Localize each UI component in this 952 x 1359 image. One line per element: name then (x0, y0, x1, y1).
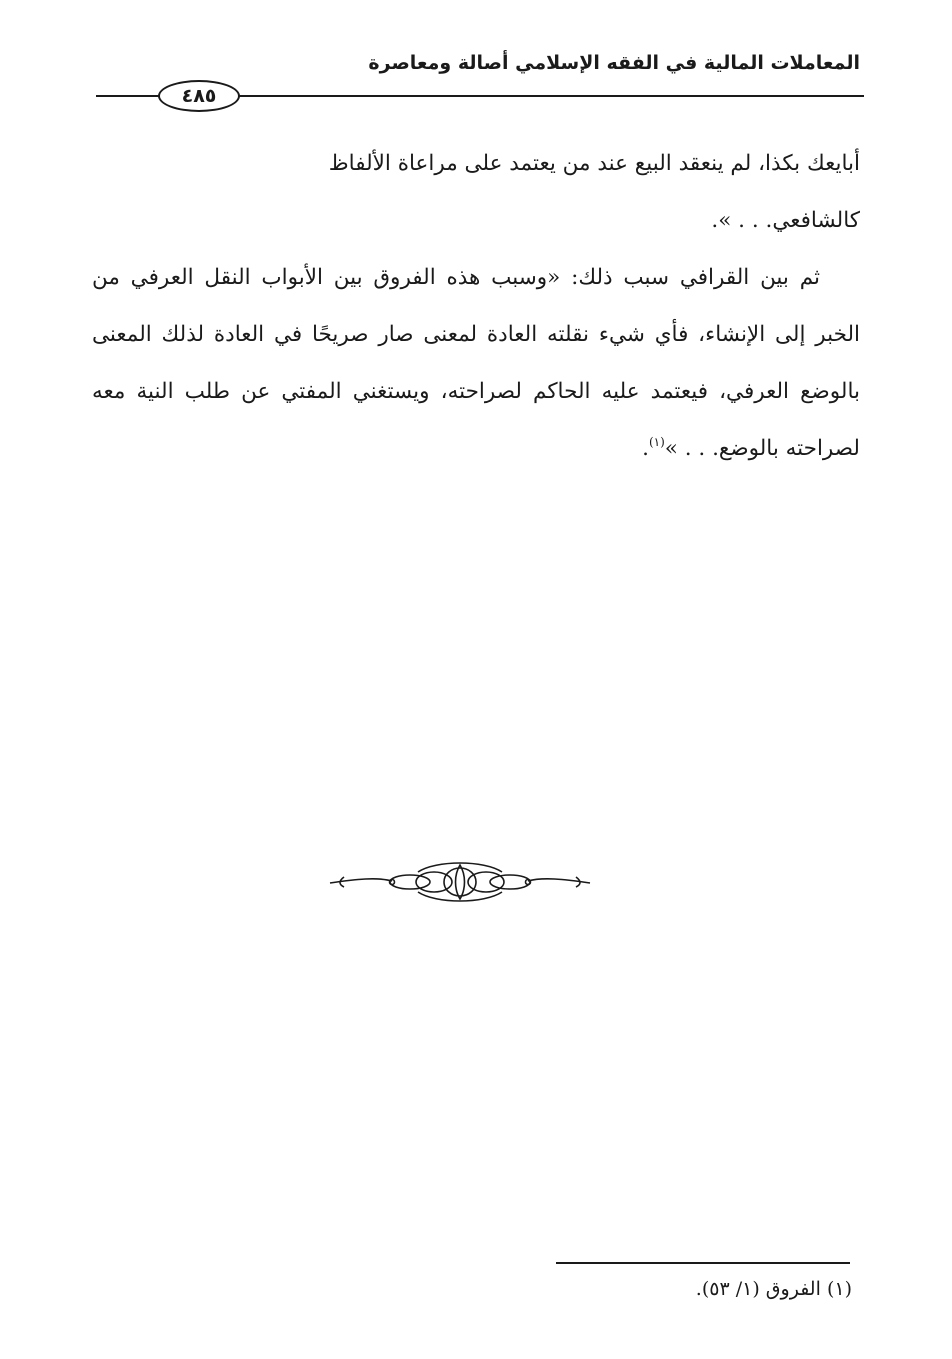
main-text (92, 135, 860, 477)
footnote-rule (556, 1262, 850, 1264)
footnote-marker: (١) (826, 1278, 852, 1300)
paragraph-1-line-2: كالشافعي. . . ». (711, 208, 860, 233)
running-title: المعاملات المالية في الفقه الإسلامي أصالة ومعاصرة (368, 52, 860, 74)
footnote-text: الفروق (١/ ٥٣). (695, 1278, 821, 1300)
decorative-divider-icon (326, 857, 594, 907)
footnote-1 (352, 1278, 852, 1300)
paragraph-2-end: . (642, 436, 649, 461)
paragraph-1-line-1: أبايعك بكذا، لم ينعقد البيع عند من يعتمد على مراعاة الألفاظ (328, 151, 860, 176)
paragraph-2 (92, 249, 860, 477)
paragraph-2-text: ثم بين القرافي سبب ذلك: «وسبب هذه الفروق بين الأبواب النقل العرفي من الخبر إلى الإنشاء، فأي شيء نقلته العادة لمعنى صار صريحًا في العادة لذلك المعنى بالوضع العرفي، فيعتمد عليه الحاكم لصراحته، ويستغني المفتي عن طلب النية معه لصراحته بالوضع. . . » (92, 265, 860, 461)
footnote-reference[interactable]: (١) (648, 435, 665, 449)
page-number: ٤٨٥ (158, 80, 240, 112)
